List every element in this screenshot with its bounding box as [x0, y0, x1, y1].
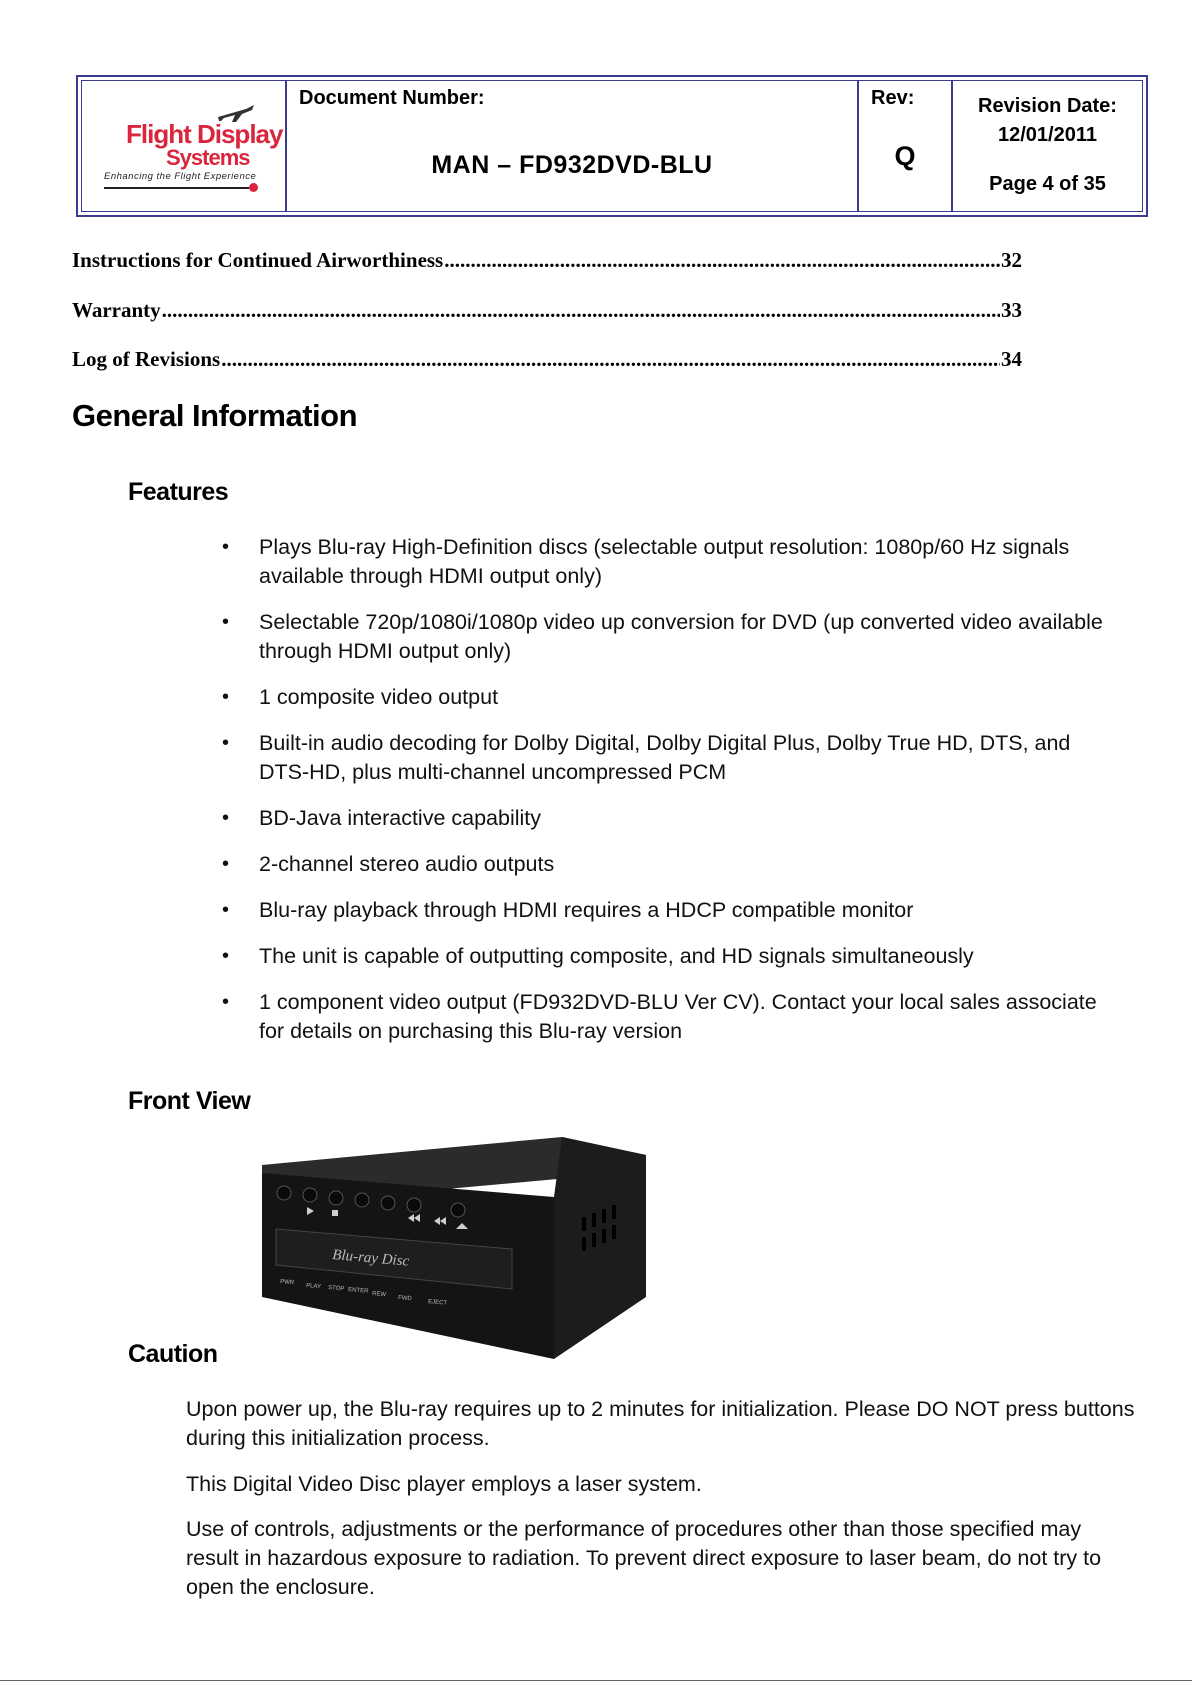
list-item: • 1 component video output (FD932DVD-BLU Ver CV). Contact your local sales associate for details on purchasing this Blu-ray version: [222, 988, 1122, 1046]
toc-title: Log of Revisions: [72, 347, 221, 371]
toc-title: Instructions for Continued Airworthiness: [72, 248, 444, 272]
toc-page: 33: [1001, 298, 1022, 322]
doc-number-cell: [287, 81, 859, 211]
company-logo: [96, 103, 283, 203]
toc-entry[interactable]: [72, 347, 1022, 373]
rev-cell: [859, 81, 953, 211]
document-header: [76, 75, 1148, 217]
list-item: • Plays Blu-ray High-Definition discs (selectable output resolution: 1080p/60 Hz signals available through HDMI output only): [222, 533, 1122, 591]
toc-entry[interactable]: [72, 248, 1022, 274]
list-item: • 2-channel stereo audio outputs: [222, 850, 1122, 879]
toc-entry[interactable]: [72, 298, 1022, 324]
front-view-heading: Front View: [128, 1087, 251, 1115]
toc-page: 32: [1001, 248, 1022, 272]
toc-leader: [444, 248, 1000, 273]
doc-number-label: Document Number:: [299, 87, 485, 109]
logo-text-line2: Systems: [166, 145, 250, 170]
caution-paragraph: Upon power up, the Blu-ray requires up to 2 minutes for initialization. Please DO NOT press buttons during this initialization process.: [186, 1397, 1135, 1450]
logo-text-line1: Flight Display: [126, 119, 283, 149]
revision-date: 12/01/2011: [998, 124, 1097, 146]
front-label: REW: [371, 1291, 387, 1299]
disc-logo-text: Blu-ray Disc: [331, 1247, 410, 1270]
page-number: Page 4 of 35: [989, 173, 1106, 195]
toc-page: 34: [1001, 347, 1022, 371]
doc-number: MAN – FD932DVD-BLU: [431, 151, 713, 179]
features-list: [222, 533, 1122, 1063]
toc-title: Warranty: [72, 298, 161, 322]
revision-date-cell: [953, 81, 1142, 211]
logo-underline: [104, 187, 249, 189]
bluray-player-photo: [262, 1137, 646, 1359]
front-label: PWR: [279, 1279, 295, 1287]
footer-rule: [0, 1680, 1192, 1681]
logo-cell: [82, 81, 287, 211]
section-title: General Information: [72, 398, 358, 433]
revision-date-label: Revision Date:: [978, 95, 1117, 117]
front-label: ENTER: [347, 1287, 369, 1295]
rev-value: Q: [894, 141, 916, 171]
features-heading: Features: [128, 478, 229, 506]
caution-heading: Caution: [128, 1340, 218, 1368]
toc-leader: [162, 298, 1000, 323]
list-item: • Selectable 720p/1080i/1080p video up conversion for DVD (up converted video available through HDMI output only): [222, 608, 1122, 666]
caution-paragraph: Use of controls, adjustments or the performance of procedures other than those specified may result in hazardous exposure to radiation. To prevent direct exposure to laser beam, do not try to open the enclosure.: [186, 1517, 1102, 1599]
list-item: • The unit is capable of outputting composite, and HD signals simultaneously: [222, 942, 1122, 971]
list-item: • Built-in audio decoding for Dolby Digital, Dolby Digital Plus, Dolby True HD, DTS, and DTS-HD, plus multi-channel uncompressed PCM: [222, 729, 1122, 787]
toc-leader: [221, 347, 1000, 372]
list-item: • BD-Java interactive capability: [222, 804, 1122, 833]
front-label: EJECT: [427, 1299, 448, 1307]
caution-paragraph: This Digital Video Disc player employs a laser system.: [186, 1472, 702, 1496]
list-item: • Blu-ray playback through HDMI requires a HDCP compatible monitor: [222, 896, 1122, 925]
logo-tagline: Enhancing the Flight Experience: [104, 171, 257, 182]
list-item: • 1 composite video output: [222, 683, 1122, 712]
logo-dot: [249, 183, 258, 192]
front-label: FWD: [397, 1295, 412, 1303]
rev-label: Rev:: [871, 87, 915, 109]
front-label: PLAY: [305, 1283, 322, 1291]
front-label: STOP: [327, 1285, 345, 1293]
